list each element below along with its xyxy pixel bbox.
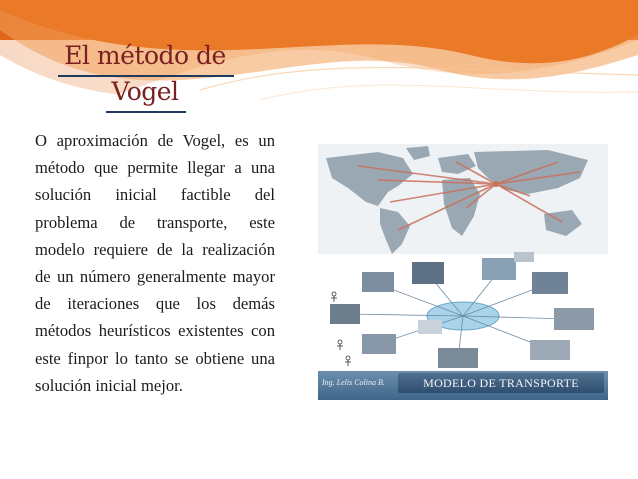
title-line-1: El método de [64,41,226,70]
illustration-caption: MODELO DE TRANSPORTE [398,373,604,393]
world-map-network-graphic [318,144,608,372]
slide-title [40,38,250,110]
illustration-author: Ing. Lelis Colina B. [322,378,385,387]
transport-model-illustration [318,144,608,400]
title-underline-1 [58,75,234,77]
title-line-2: Vogel [111,77,179,106]
title-underline-2 [106,111,186,113]
body-paragraph: O aproximación de Vogel, es un método que permite llegar a una solución inicial factible del problema de transporte, este modelo requiere de la realización de un número generalmente mayor de iteraciones que los demás métodos heurísticos existentes con este finpor lo tanto se obtiene una solución inicial mejor. [35,131,275,395]
